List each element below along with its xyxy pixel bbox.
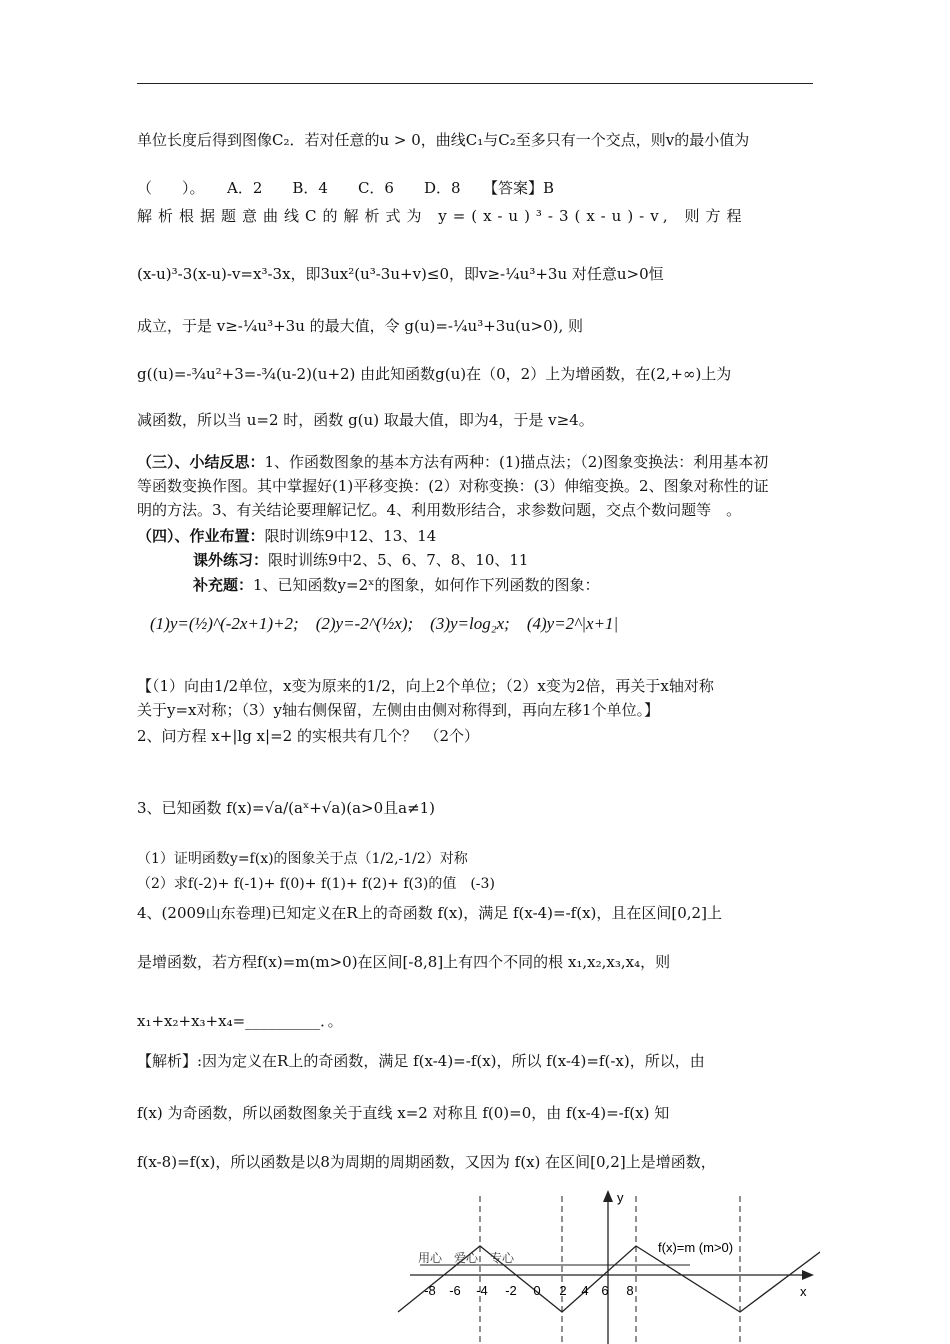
tick-label: -6 <box>449 1283 461 1298</box>
text-line-6: g((u)=-¾u²+3=-¾(u-2)(u+2) 由此知函数g(u)在（0，2）上为增函数，在(2,+∞)上为 <box>137 365 732 383</box>
tick-label: 8 <box>626 1283 634 1298</box>
line-m-label: f(x)=m (m>0) <box>658 1240 734 1255</box>
question-3: 3、已知函数 f(x)=√a/(aˣ+√a)(a>0且a≠1) <box>137 799 436 817</box>
tick-label: -8 <box>424 1283 436 1298</box>
summary-heading: （三）、小结反思： <box>137 453 265 471</box>
tick-label: 6 <box>601 1283 609 1298</box>
formula-line-1: (1)y=(½)^(-2x+1)+2; (2)y=-2^(½x); (3)y=log₂x; (4)y=2^|x+1| <box>150 614 619 633</box>
summary-line-2: 等函数变换作图。其中掌握好(1)平移变换：(2）对称变换：(3）伸缩变换。2、图象对称性的证 <box>137 477 769 495</box>
summary-line-3: 明的方法。3、有关结论要理解记忆。4、利用数形结合，求参数问题，交点个数问题等 。 <box>137 501 742 519</box>
question-2: 2、问方程 x+|lg x|=2 的实根共有几个？ （2个） <box>137 727 479 745</box>
homework-heading: （四）、作业布置： <box>137 527 265 545</box>
answer-line-2: 关于y=x对称；（3）y轴右侧保留，左侧由由侧对称得到，再向左移1个单位。】 <box>137 701 660 719</box>
question-3-part-2: （2）求f(-2)+ f(-1)+ f(0)+ f(1)+ f(2)+ f(3)的值 (-3) <box>137 876 495 892</box>
supplement-heading: 补充题： <box>193 576 254 594</box>
solution-line-2: f(x) 为奇函数，所以函数图象关于直线 x=2 对称且 f(0)=0，由 f(x-4)=-f(x) 知 <box>137 1104 670 1122</box>
supplement-text: 1、已知函数y=2ˣ的图象，如何作下列函数的图象： <box>253 576 600 594</box>
supplement-line <box>193 575 600 595</box>
tick-label: 2 <box>559 1283 567 1298</box>
y-axis-arrow <box>603 1190 613 1202</box>
x-axis-arrow <box>802 1270 814 1280</box>
text-line-2: （ ）。 A．2 B．4 C．6 D．8 【答案】B <box>137 179 555 197</box>
tick-label: 0 <box>533 1283 541 1298</box>
extra-practice-text: 限时训练9中2、5、6、7、8、10、11 <box>268 551 529 569</box>
text-line-1: 单位长度后得到图像C₂．若对任意的u > 0，曲线C₁与C₂至多只有一个交点，则v的最小值为 <box>137 131 750 149</box>
homework-line <box>137 526 436 546</box>
y-axis-label: y <box>617 1190 624 1205</box>
answer-line-1: 【（1）向由1/2单位，x变为原来的1/2，向上2个单位；（2）x变为2倍，再关于x轴对称 <box>137 677 714 695</box>
extra-practice-heading: 课外练习： <box>193 551 269 569</box>
tick-label: -2 <box>505 1283 517 1298</box>
question-4-line-1: 4、(2009山东卷理)已知定义在R上的奇函数 f(x)，满足 f(x-4)=-f(x)，且在区间[0,2]上 <box>137 904 722 922</box>
watermark: 用心 爱心 专心 <box>418 1251 515 1265</box>
solution-line-1: 【解析】:因为定义在R上的奇函数，满足 f(x-4)=-f(x)，所以 f(x-4)=f(-x)，所以，由 <box>137 1052 705 1070</box>
question-4-line-3: x₁+x₂+x₃+x₄=__________．。 <box>137 1012 343 1030</box>
summary-text-1: 1、作函数图象的基本方法有两种：(1)描点法；（2)图象变换法：利用基本初 <box>264 453 769 471</box>
question-3-part-1: （1）证明函数y=f(x)的图象关于点（1/2,-1/2）对称 <box>137 851 468 867</box>
extra-practice-line <box>193 550 528 570</box>
tick-label: 4 <box>581 1283 589 1298</box>
text-line-5: 成立，于是 v≥-¼u³+3u 的最大值，令 g(u)=-¼u³+3u(u>0), 则 <box>137 317 584 335</box>
text-line-7: 减函数，所以当 u=2 时，函数 g(u) 取最大值，即为4，于是 v≥4。 <box>137 411 594 429</box>
text-line-3: 解析根据题意曲线C的解析式为 y=(x-u)³-3(x-u)-v, 则方程 <box>137 207 748 225</box>
summary-line-1 <box>137 452 768 472</box>
solution-line-3: f(x-8)=f(x)，所以函数是以8为周期的周期函数，又因为 f(x) 在区间[0,2]上是增函数， <box>137 1153 716 1171</box>
x-axis-label: x <box>800 1284 807 1299</box>
header-rule <box>137 83 813 84</box>
tick-label: -4 <box>476 1283 488 1298</box>
text-line-4: (x-u)³-3(x-u)-v=x³-3x，即3ux²(u³-3u+v)≤0，即v≥-¼u³+3u 对任意u>0恒 <box>137 265 664 283</box>
function-graph <box>390 1188 820 1344</box>
question-4-line-2: 是增函数，若方程f(x)=m(m>0)在区间[-8,8]上有四个不同的根 x₁,x₂,x₃,x₄，则 <box>137 953 671 971</box>
homework-text: 限时训练9中12、13、14 <box>264 527 437 545</box>
